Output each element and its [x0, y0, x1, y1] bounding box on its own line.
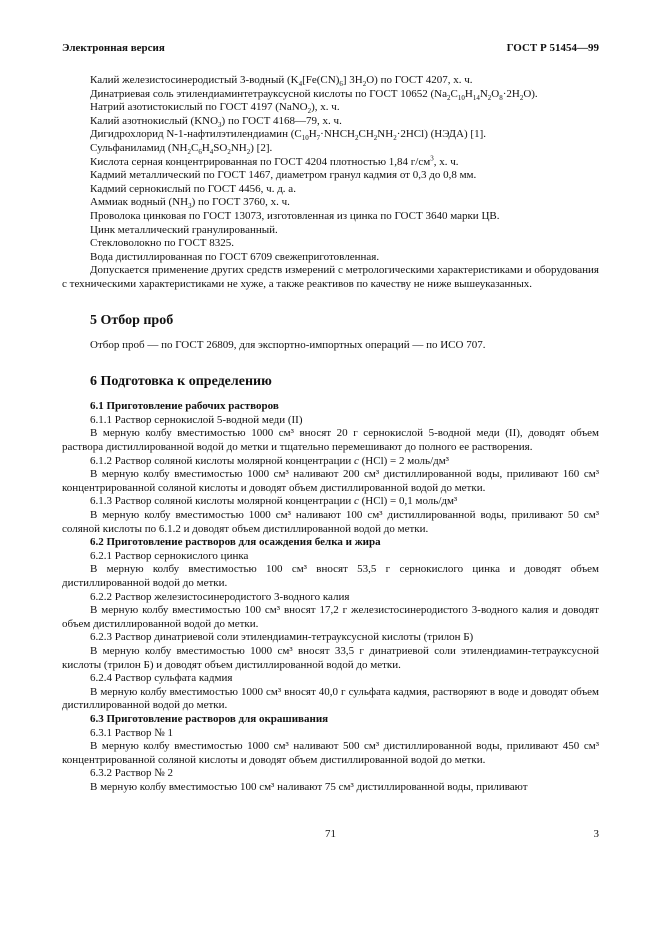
subsection-6-3-title: 6.3 Приготовление растворов для окрашивания	[90, 712, 329, 725]
item-6-1-1-title: 6.1.1 Раствор сернокислой 5-водной меди (II)	[90, 413, 303, 426]
item-6-2-1-title: 6.2.1 Раствор сернокислого цинка	[90, 549, 249, 562]
reagent-substitution-note: Допускается применение других средств измерений с метрологическими характеристиками и оборудования с техническими характеристиками не хуже, а также реактивов по качеству не ниже вышеуказанных.	[62, 264, 599, 290]
reagent-zinc-granulated: Цинк металлический гранулированный.	[90, 223, 278, 236]
item-6-3-1-text: В мерную колбу вместимостью 1000 см³ наливают 500 см³ дистиллированной воды, приливают 450 см³ концентрированной соляной кислоты и доводят объем дистиллированной водой до метки.	[62, 740, 599, 766]
item-6-2-1-text: В мерную колбу вместимостью 100 см³ вносят 53,5 г сернокислого цинка и доводят объем дистиллированной водой до метки.	[62, 563, 599, 589]
reagent-neda: Дигидрохлорид N-1-нафтилэтилендиамин $(C_{10}H_7\cdot NHCH_2CH_2NH_2\cdot 2HCl)$ (НЭДА) [1].	[90, 128, 486, 143]
header-standard-number: ГОСТ Р 51454—99	[506, 42, 599, 54]
reagent-sulfuric-acid: Кислота серная концентрированная по ГОСТ 4204 плотностью 1,84 $г/см^3$, х. ч.	[90, 153, 459, 168]
item-6-1-3-text: В мерную колбу вместимостью 1000 см³ наливают 100 см³ дистиллированной воды, приливают 50 см³ соляной кислоты по 6.1.2 и доводят объем дистиллированной водой до метки.	[62, 509, 599, 535]
item-6-1-1-text: В мерную колбу вместимостью 1000 см³ вносят 20 г сернокислой 5-водной меди (II), доводят объем раствора дистиллированной водой до метки и тщательно перемешивают до полного ее растворения.	[62, 427, 599, 454]
reagent-fiberglass: Стекловолокно по ГОСТ 8325.	[90, 237, 235, 250]
item-6-1-2-text: В мерную колбу вместимостью 1000 см³ наливают 200 см³ дистиллированной воды, приливают 160 см³ концентрированной соляной кислоты и доводят объем дистиллированной водой до метки.	[62, 468, 599, 494]
reagent-cadmium-metal: Кадмий металлический по ГОСТ 1467, диаметром гранул кадмия от 0,3 до 0,8 мм.	[90, 169, 477, 182]
item-6-2-2-text: В мерную колбу вместимостью 100 см³ вносят 17,2 г железистосинеродистого 3-водного калия и доводят объем дистиллированной водой до метки.	[62, 604, 599, 630]
reagent-distilled-water: Вода дистиллированная по ГОСТ 6709 свежеприготовленная.	[90, 250, 380, 263]
subsection-6-1-title: 6.1 Приготовление рабочих растворов	[90, 400, 279, 413]
reagent-cadmium-sulfate: Кадмий сернокислый по ГОСТ 4456, ч. д. а.	[90, 182, 296, 195]
reagent-potassium-ferrocyanide: Калий железистосинеродистый 3-водный ($K_4[Fe(CN)_6]$ $3H_2O$) по ГОСТ 4207, х. ч.	[90, 74, 473, 89]
item-6-2-4-title: 6.2.4 Раствор сульфата кадмия	[90, 672, 233, 685]
sheet-number: 3	[593, 828, 599, 840]
section-5-text: Отбор проб — по ГОСТ 26809, для экспортно-импортных операций — по ИСО 707.	[90, 339, 486, 352]
item-6-2-4-text: В мерную колбу вместимостью 1000 см³ вносят 40,0 г сульфата кадмия, растворяют в воде и доводят объем дистиллированной водой до метки.	[62, 685, 599, 712]
reagent-trilon-b: Динатриевая соль этилендиаминтетрауксусной кислоты по ГОСТ 10652 $(Na_2C_{10}H_{14}N_2O_8\cdot 2H_2O)$.	[90, 87, 538, 102]
item-6-3-1-title: 6.3.1 Раствор № 1	[90, 726, 174, 739]
document-body	[62, 74, 599, 795]
item-6-1-2-title: 6.1.2 Раствор соляной кислоты молярной концентрации c (HCl) = 2 моль/дм³	[90, 454, 449, 467]
reagent-zinc-wire: Проволока цинковая по ГОСТ 13073, изготовленная из цинка по ГОСТ 3640 марки ЦВ.	[90, 209, 500, 222]
reagent-sodium-nitrite: Натрий азотистокислый по ГОСТ 4197 (NaNO$_2$), х. ч.	[90, 101, 340, 116]
header-edition-label: Электронная версия	[62, 42, 165, 54]
item-6-3-2-text: В мерную колбу вместимостью 100 см³ наливают 75 см³ дистиллированной воды, приливают	[90, 780, 528, 793]
item-6-2-3-title: 6.2.3 Раствор динатриевой соли этилендиамин-тетрауксусной кислоты (трилон Б)	[90, 631, 474, 644]
page-number: 71	[325, 828, 336, 840]
item-6-3-2-title: 6.3.2 Раствор № 2	[90, 767, 174, 780]
item-6-2-2-title: 6.2.2 Раствор железистосинеродистого 3-водного калия	[90, 590, 350, 603]
reagent-ammonia: Аммиак водный $(NH_3)$ по ГОСТ 3760, х. ч.	[90, 196, 290, 211]
section-6-title: 6 Подготовка к определению	[90, 373, 272, 389]
section-5-title: 5 Отбор проб	[90, 312, 174, 328]
item-6-2-3-text: В мерную колбу вместимостью 1000 см³ вносят 33,5 г динатриевой соли этилендиамин-тетрауксусной кислоты (трилон Б) и доводят объем дистиллированной водой до метки.	[62, 644, 599, 671]
item-6-1-3-title: 6.1.3 Раствор соляной кислоты молярной концентрации c (HCl) = 0,1 моль/дм³	[90, 495, 458, 508]
subsection-6-2-title: 6.2 Приготовление растворов для осаждения белка и жира	[90, 536, 381, 549]
reagent-potassium-nitrate: Калий азотнокислый $(KNO_3)$ по ГОСТ 4168—79, х. ч.	[90, 114, 342, 129]
reagent-sulfanilamide: Сульфаниламид $(NH_2C_6H_4SO_2NH_2)$ [2].	[90, 141, 273, 157]
